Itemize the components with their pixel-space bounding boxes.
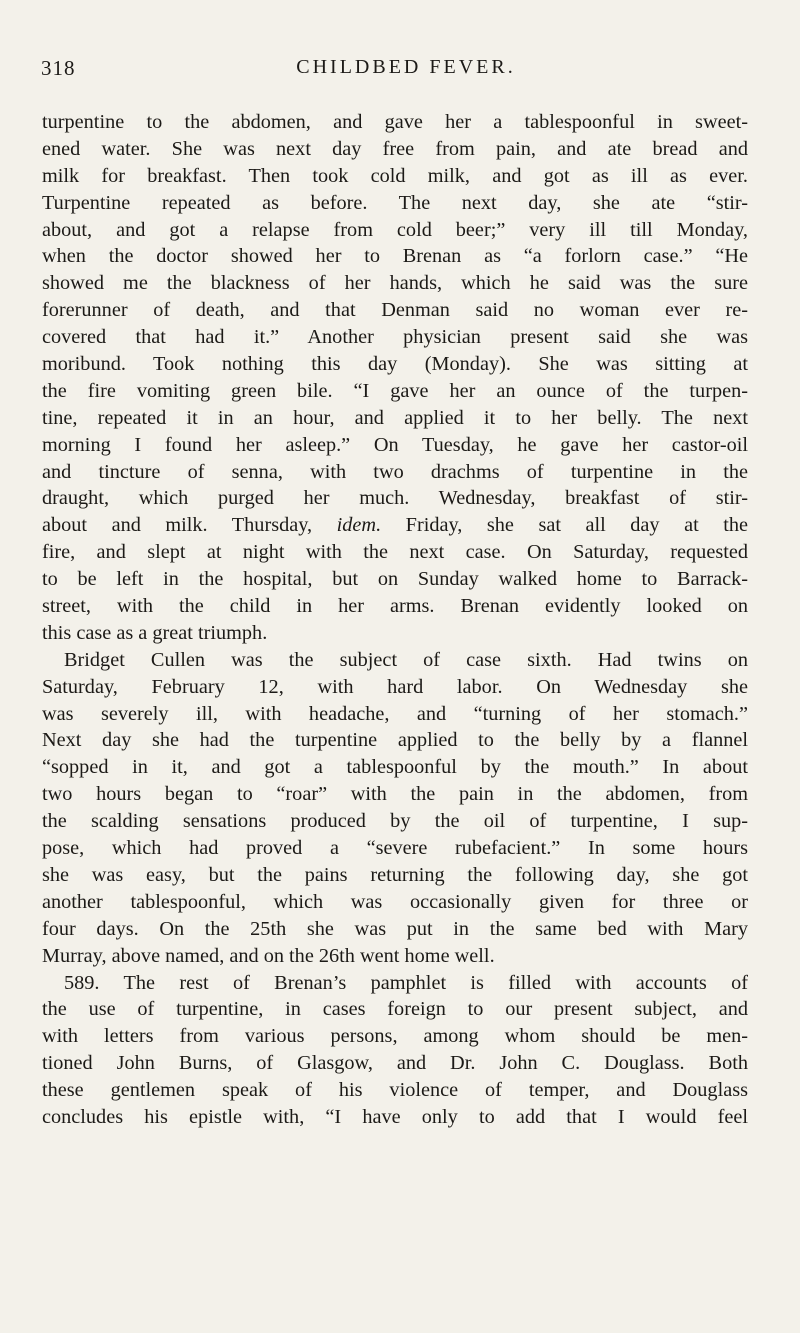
text-line: ened water. She was next day free from pain, and ate bread and — [42, 137, 748, 160]
page-header — [41, 56, 741, 86]
text-line: these gentlemen speak of his violence of temper, and Douglass — [42, 1079, 748, 1102]
text-line: forerunner of death, and that Denman said no woman ever re- — [42, 299, 748, 322]
text-line: another tablespoonful, which was occasionally given for three or — [42, 890, 748, 913]
text-line: turpentine to the abdomen, and gave her a tablespoonful in sweet- — [42, 111, 748, 133]
text-line: she was easy, but the pains returning the following day, she got — [42, 863, 748, 886]
line-text-segment: Friday, she sat all day at the — [381, 514, 748, 537]
text-line: pose, which had proved a “severe rubefacient.” In some hours — [42, 837, 748, 860]
text-line: the scalding sensations produced by the oil of turpentine, I sup- — [42, 810, 748, 833]
text-line: tine, repeated it in an hour, and applied it to her belly. The next — [42, 406, 748, 429]
text-line: with letters from various persons, among whom should be men- — [42, 1025, 748, 1048]
text-line: two hours began to “roar” with the pain in the abdomen, from — [42, 783, 748, 806]
text-line: when the doctor showed her to Brenan as “a forlorn case.” “He — [42, 245, 748, 268]
text-line: and tincture of senna, with two drachms of turpentine in the — [42, 460, 748, 483]
text-line: concludes his epistle with, “I have only to add that I would feel — [42, 1105, 748, 1128]
text-line: four days. On the 25th she was put in the same bed with Mary — [42, 917, 748, 940]
text-line: Murray, above named, and on the 26th went home well. — [42, 944, 495, 967]
running-head: CHILDBED FEVER. — [296, 56, 516, 78]
text-line: tioned John Burns, of Glasgow, and Dr. John C. Douglass. Both — [42, 1052, 748, 1075]
text-line: was severely ill, with headache, and “turning of her stomach.” — [42, 702, 748, 725]
text-line: fire, and slept at night with the next case. On Saturday, requested — [42, 541, 748, 564]
text-line: Saturday, February 12, with hard labor. On Wednesday she — [42, 675, 748, 698]
line-text-segment: about and milk. Thursday, — [42, 514, 337, 537]
text-line: moribund. Took nothing this day (Monday). She was sitting at — [42, 353, 748, 376]
text-line: the fire vomiting green bile. “I gave her an ounce of the turpen- — [42, 379, 748, 402]
text-line: the use of turpentine, in cases foreign to our present subject, and — [42, 998, 748, 1021]
text-line: draught, which purged her much. Wednesday, breakfast of stir- — [42, 487, 748, 510]
text-line: morning I found her asleep.” On Tuesday, he gave her castor-oil — [42, 433, 748, 456]
text-line — [42, 512, 748, 539]
page-number: 318 — [41, 56, 76, 80]
text-line: “sopped in it, and got a tablespoonful by the mouth.” In about — [42, 756, 748, 779]
body-text — [42, 109, 748, 1131]
text-line: milk for breakfast. Then took cold milk, and got as ill as ever. — [42, 164, 748, 187]
text-line: 589. The rest of Brenan’s pamphlet is filled with accounts of — [64, 971, 748, 994]
text-line: covered that had it.” Another physician present said she was — [42, 326, 748, 349]
italic-text: idem. — [336, 514, 382, 537]
text-line: this case as a great triumph. — [42, 621, 268, 644]
text-line: street, with the child in her arms. Brenan evidently looked on — [42, 595, 748, 618]
text-line: about, and got a relapse from cold beer;” very ill till Monday, — [42, 218, 748, 241]
text-line: Turpentine repeated as before. The next day, she ate “stir- — [42, 191, 748, 214]
text-line: to be left in the hospital, but on Sunday walked home to Barrack- — [42, 568, 748, 591]
text-line: Next day she had the turpentine applied to the belly by a flannel — [42, 729, 748, 752]
text-line: showed me the blackness of her hands, which he said was the sure — [42, 272, 748, 295]
text-line: Bridget Cullen was the subject of case sixth. Had twins on — [64, 648, 748, 671]
